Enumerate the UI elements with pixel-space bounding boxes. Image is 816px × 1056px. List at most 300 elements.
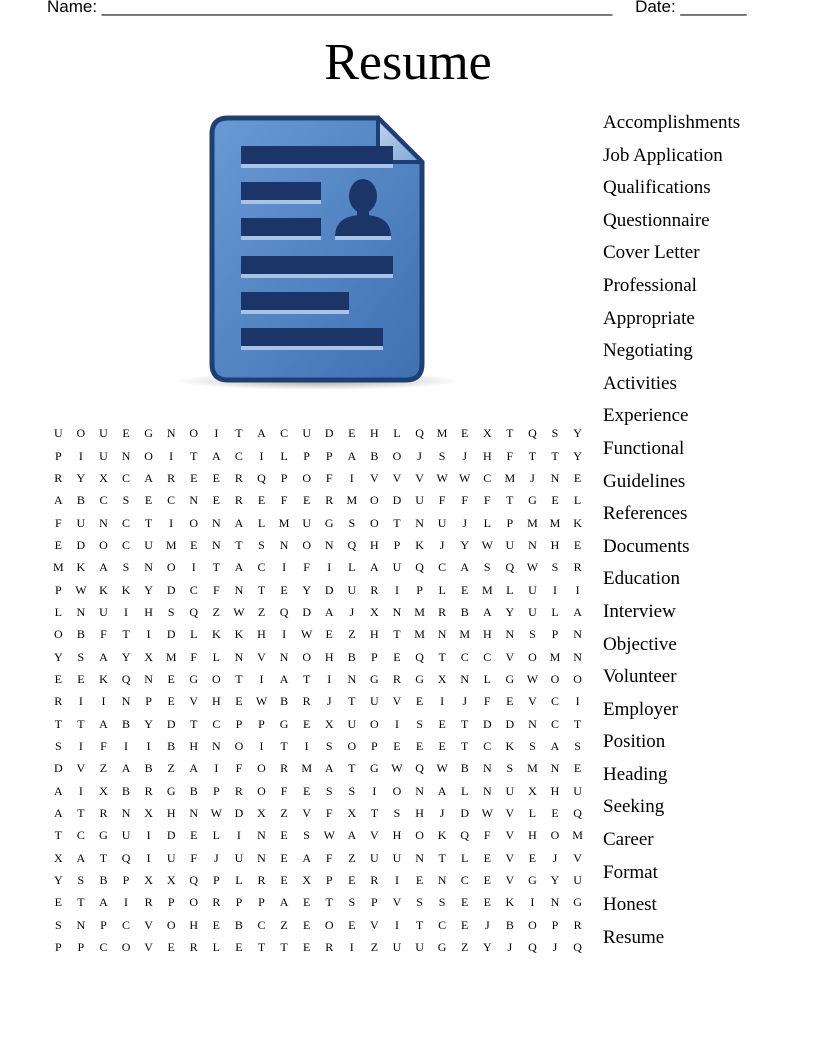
grid-letter[interactable]: R — [370, 873, 379, 888]
grid-letter[interactable]: C — [551, 716, 560, 731]
grid-letter[interactable]: S — [122, 560, 130, 575]
grid-letter[interactable]: M — [165, 649, 177, 664]
grid-letter[interactable]: E — [573, 470, 582, 485]
grid-letter[interactable]: C — [257, 917, 266, 932]
grid-letter[interactable]: I — [78, 738, 83, 753]
grid-letter[interactable]: H — [550, 537, 560, 552]
grid-letter[interactable]: B — [370, 448, 379, 463]
grid-letter[interactable]: V — [392, 470, 402, 485]
grid-letter[interactable]: I — [259, 448, 264, 463]
grid-letter[interactable]: I — [191, 560, 196, 575]
grid-letter[interactable]: A — [347, 828, 357, 843]
grid-letter[interactable]: C — [460, 873, 469, 888]
grid-letter[interactable]: G — [437, 940, 447, 955]
grid-letter[interactable]: J — [462, 694, 468, 709]
grid-letter[interactable]: O — [302, 470, 311, 485]
grid-letter[interactable]: N — [279, 537, 289, 552]
grid-letter[interactable]: A — [99, 716, 108, 731]
grid-letter[interactable]: X — [53, 850, 63, 865]
grid-letter[interactable]: A — [53, 783, 63, 798]
grid-letter[interactable]: P — [371, 649, 378, 664]
grid-letter[interactable]: I — [327, 560, 332, 575]
grid-letter[interactable]: D — [324, 582, 334, 597]
grid-letter[interactable]: S — [348, 895, 356, 910]
grid-letter[interactable]: F — [54, 515, 62, 530]
grid-letter[interactable]: R — [234, 493, 243, 508]
grid-letter[interactable]: T — [415, 917, 424, 932]
grid-letter[interactable]: R — [370, 582, 379, 597]
grid-letter[interactable]: C — [167, 493, 176, 508]
grid-letter[interactable]: I — [575, 582, 580, 597]
grid-letter[interactable]: A — [324, 604, 334, 619]
grid-letter[interactable]: R — [167, 470, 176, 485]
grid-letter[interactable]: U — [76, 515, 86, 530]
grid-letter[interactable]: L — [54, 604, 62, 619]
grid-letter[interactable]: T — [235, 426, 243, 441]
grid-letter[interactable]: I — [282, 560, 287, 575]
grid-letter[interactable]: X — [347, 806, 357, 821]
grid-letter[interactable]: C — [189, 582, 198, 597]
grid-letter[interactable]: Y — [53, 649, 63, 664]
grid-letter[interactable]: S — [438, 895, 446, 910]
grid-letter[interactable]: D — [324, 426, 334, 441]
grid-letter[interactable]: V — [392, 895, 402, 910]
grid-letter[interactable]: I — [169, 448, 174, 463]
grid-letter[interactable]: K — [212, 627, 221, 642]
grid-letter[interactable]: R — [438, 604, 447, 619]
grid-letter[interactable]: N — [573, 627, 582, 642]
grid-letter[interactable]: N — [505, 627, 515, 642]
grid-letter[interactable]: I — [78, 448, 83, 463]
grid-letter[interactable]: L — [212, 649, 220, 664]
grid-letter[interactable]: U — [392, 850, 402, 865]
grid-letter[interactable]: Z — [99, 761, 108, 776]
grid-letter[interactable]: F — [212, 582, 220, 597]
grid-letter[interactable]: U — [392, 940, 402, 955]
grid-letter[interactable]: T — [77, 716, 85, 731]
grid-letter[interactable]: U — [234, 850, 244, 865]
grid-letter[interactable]: Y — [482, 940, 492, 955]
grid-letter[interactable]: A — [347, 448, 357, 463]
grid-letter[interactable]: S — [551, 560, 559, 575]
grid-letter[interactable]: L — [483, 515, 491, 530]
grid-letter[interactable]: O — [302, 537, 311, 552]
grid-letter[interactable]: N — [528, 716, 537, 731]
grid-letter[interactable]: L — [438, 582, 446, 597]
grid-letter[interactable]: R — [234, 783, 243, 798]
grid-letter[interactable]: O — [392, 448, 402, 463]
grid-letter[interactable]: N — [99, 515, 108, 530]
grid-letter[interactable]: E — [302, 895, 311, 910]
grid-letter[interactable]: P — [325, 448, 333, 463]
grid-letter[interactable]: W — [526, 671, 539, 686]
grid-letter[interactable]: U — [302, 426, 311, 441]
grid-letter[interactable]: G — [99, 828, 108, 843]
grid-letter[interactable]: H — [370, 537, 379, 552]
grid-letter[interactable]: W — [75, 582, 87, 597]
grid-letter[interactable]: O — [234, 738, 244, 753]
grid-letter[interactable]: G — [324, 515, 334, 530]
grid-letter[interactable]: I — [553, 582, 557, 597]
grid-letter[interactable]: F — [235, 761, 243, 776]
grid-letter[interactable]: H — [370, 426, 379, 441]
grid-letter[interactable]: U — [99, 604, 108, 619]
grid-letter[interactable]: F — [190, 850, 198, 865]
grid-letter[interactable]: B — [76, 493, 85, 508]
grid-letter[interactable]: A — [482, 604, 492, 619]
grid-letter[interactable]: I — [304, 738, 309, 753]
grid-letter[interactable]: M — [459, 627, 471, 642]
grid-letter[interactable]: T — [77, 806, 85, 821]
grid-letter[interactable]: M — [414, 627, 425, 642]
grid-letter[interactable]: Y — [505, 604, 515, 619]
grid-letter[interactable]: F — [190, 649, 198, 664]
grid-letter[interactable]: T — [54, 716, 62, 731]
grid-letter[interactable]: E — [167, 694, 175, 709]
grid-letter[interactable]: F — [461, 493, 469, 508]
grid-letter[interactable]: C — [122, 515, 131, 530]
grid-letter[interactable]: R — [573, 917, 582, 932]
grid-letter[interactable]: N — [212, 738, 221, 753]
grid-letter[interactable]: R — [144, 783, 153, 798]
grid-letter[interactable]: E — [415, 738, 424, 753]
grid-letter[interactable]: U — [505, 537, 515, 552]
grid-letter[interactable]: I — [440, 694, 445, 709]
grid-letter[interactable]: L — [212, 828, 220, 843]
grid-letter[interactable]: W — [436, 470, 448, 485]
grid-letter[interactable]: W — [436, 761, 448, 776]
grid-letter[interactable]: I — [124, 738, 129, 753]
grid-letter[interactable]: E — [54, 537, 62, 552]
grid-letter[interactable]: L — [551, 604, 559, 619]
grid-letter[interactable]: U — [392, 560, 402, 575]
grid-letter[interactable]: Z — [257, 604, 266, 619]
grid-letter[interactable]: I — [575, 694, 580, 709]
grid-letter[interactable]: P — [371, 738, 378, 753]
grid-letter[interactable]: O — [53, 627, 63, 642]
grid-letter[interactable]: T — [325, 895, 333, 910]
grid-letter[interactable]: E — [302, 716, 311, 731]
grid-letter[interactable]: M — [346, 493, 358, 508]
grid-letter[interactable]: P — [212, 873, 220, 888]
grid-letter[interactable]: C — [99, 493, 108, 508]
grid-letter[interactable]: X — [144, 873, 153, 888]
grid-letter[interactable]: S — [325, 738, 333, 753]
grid-letter[interactable]: S — [122, 493, 130, 508]
grid-letter[interactable]: H — [415, 806, 424, 821]
grid-letter[interactable]: Y — [302, 582, 311, 597]
grid-letter[interactable]: B — [144, 761, 153, 776]
grid-letter[interactable]: Q — [189, 604, 199, 619]
grid-letter[interactable]: E — [325, 627, 333, 642]
grid-letter[interactable]: N — [76, 604, 86, 619]
grid-letter[interactable]: I — [101, 694, 106, 709]
grid-letter[interactable]: Q — [505, 560, 515, 575]
grid-letter[interactable]: I — [146, 828, 151, 843]
grid-letter[interactable]: A — [212, 448, 221, 463]
grid-letter[interactable]: Y — [573, 448, 582, 463]
grid-letter[interactable]: E — [551, 806, 559, 821]
grid-letter[interactable]: V — [257, 649, 266, 664]
grid-letter[interactable]: T — [122, 627, 130, 642]
grid-letter[interactable]: S — [574, 738, 581, 753]
grid-letter[interactable]: P — [122, 873, 130, 888]
grid-letter[interactable]: E — [212, 470, 220, 485]
grid-letter[interactable]: Q — [415, 426, 424, 441]
grid-letter[interactable]: S — [77, 649, 85, 664]
grid-letter[interactable]: V — [528, 694, 537, 709]
grid-letter[interactable]: S — [506, 761, 514, 776]
grid-letter[interactable]: G — [505, 671, 515, 686]
grid-letter[interactable]: J — [417, 448, 422, 463]
grid-letter[interactable]: D — [482, 716, 492, 731]
grid-letter[interactable]: L — [280, 448, 288, 463]
grid-letter[interactable]: S — [393, 806, 401, 821]
grid-letter[interactable]: A — [279, 671, 289, 686]
grid-letter[interactable]: P — [393, 537, 401, 552]
grid-letter[interactable]: E — [506, 694, 514, 709]
grid-letter[interactable]: G — [528, 493, 537, 508]
grid-letter[interactable]: O — [257, 783, 266, 798]
grid-letter[interactable]: N — [212, 515, 221, 530]
grid-letter[interactable]: C — [257, 560, 266, 575]
grid-letter[interactable]: S — [529, 627, 536, 642]
grid-letter[interactable]: O — [528, 649, 537, 664]
grid-letter[interactable]: X — [99, 470, 108, 485]
grid-letter[interactable]: O — [550, 671, 560, 686]
grid-letter[interactable]: B — [460, 761, 469, 776]
grid-letter[interactable]: J — [326, 694, 332, 709]
grid-letter[interactable]: R — [392, 671, 401, 686]
grid-letter[interactable]: A — [460, 560, 470, 575]
grid-letter[interactable]: N — [573, 649, 582, 664]
grid-letter[interactable]: U — [415, 940, 424, 955]
grid-letter[interactable]: T — [393, 515, 401, 530]
grid-letter[interactable]: E — [302, 917, 311, 932]
grid-letter[interactable]: T — [348, 761, 356, 776]
grid-letter[interactable]: P — [235, 716, 243, 731]
grid-letter[interactable]: T — [302, 671, 311, 686]
grid-letter[interactable]: R — [144, 895, 153, 910]
grid-letter[interactable]: T — [257, 940, 266, 955]
grid-letter[interactable]: V — [144, 917, 153, 932]
grid-letter[interactable]: W — [526, 560, 539, 575]
grid-letter[interactable]: E — [483, 873, 491, 888]
grid-letter[interactable]: Q — [573, 806, 582, 821]
grid-letter[interactable]: T — [438, 649, 446, 664]
grid-letter[interactable]: R — [234, 470, 243, 485]
grid-letter[interactable]: M — [301, 761, 312, 776]
grid-letter[interactable]: B — [99, 873, 108, 888]
grid-letter[interactable]: V — [415, 470, 424, 485]
grid-letter[interactable]: V — [370, 470, 379, 485]
grid-letter[interactable]: P — [280, 470, 288, 485]
grid-letter[interactable]: N — [550, 895, 560, 910]
grid-letter[interactable]: C — [438, 560, 447, 575]
grid-letter[interactable]: I — [124, 895, 129, 910]
grid-letter[interactable]: X — [370, 604, 379, 619]
grid-letter[interactable]: Y — [460, 537, 470, 552]
grid-letter[interactable]: Q — [415, 761, 424, 776]
grid-letter[interactable]: N — [189, 806, 199, 821]
grid-letter[interactable]: E — [190, 470, 198, 485]
grid-letter[interactable]: H — [550, 783, 560, 798]
grid-letter[interactable]: T — [551, 448, 559, 463]
grid-letter[interactable]: B — [76, 627, 85, 642]
grid-letter[interactable]: S — [551, 426, 559, 441]
grid-letter[interactable]: D — [505, 716, 515, 731]
grid-letter[interactable]: W — [391, 761, 403, 776]
grid-letter[interactable]: E — [461, 582, 469, 597]
grid-letter[interactable]: N — [121, 806, 131, 821]
grid-letter[interactable]: Y — [76, 470, 86, 485]
grid-letter[interactable]: O — [212, 671, 221, 686]
grid-letter[interactable]: K — [437, 828, 447, 843]
grid-letter[interactable]: X — [528, 783, 537, 798]
grid-letter[interactable]: P — [416, 582, 423, 597]
grid-letter[interactable]: Z — [370, 940, 379, 955]
grid-letter[interactable]: E — [77, 671, 85, 686]
grid-letter[interactable]: Z — [280, 806, 288, 821]
grid-letter[interactable]: Q — [528, 940, 537, 955]
grid-letter[interactable]: E — [144, 493, 153, 508]
grid-letter[interactable]: V — [144, 940, 153, 955]
grid-letter[interactable]: S — [416, 895, 423, 910]
name-field-label[interactable]: Name: ______________________________________________________ — [47, 0, 613, 16]
grid-letter[interactable]: A — [144, 470, 153, 485]
grid-letter[interactable]: O — [324, 917, 334, 932]
grid-letter[interactable]: F — [325, 470, 333, 485]
date-field-label[interactable]: Date: _______ — [635, 0, 747, 16]
grid-letter[interactable]: S — [348, 515, 356, 530]
grid-letter[interactable]: I — [394, 873, 399, 888]
grid-letter[interactable]: P — [77, 940, 85, 955]
grid-letter[interactable]: O — [347, 738, 357, 753]
grid-letter[interactable]: L — [483, 671, 491, 686]
grid-letter[interactable]: C — [280, 426, 289, 441]
grid-letter[interactable]: D — [76, 537, 86, 552]
grid-letter[interactable]: C — [122, 470, 131, 485]
grid-letter[interactable]: Q — [415, 649, 424, 664]
grid-letter[interactable]: E — [348, 917, 356, 932]
grid-letter[interactable]: N — [76, 917, 86, 932]
grid-letter[interactable]: U — [166, 850, 176, 865]
grid-letter[interactable]: Y — [573, 426, 582, 441]
grid-letter[interactable]: N — [415, 850, 424, 865]
grid-letter[interactable]: E — [167, 940, 175, 955]
grid-letter[interactable]: N — [121, 448, 131, 463]
grid-letter[interactable]: I — [259, 738, 264, 753]
grid-letter[interactable]: W — [459, 470, 471, 485]
grid-letter[interactable]: J — [439, 806, 445, 821]
grid-letter[interactable]: Y — [144, 716, 153, 731]
grid-letter[interactable]: B — [122, 783, 131, 798]
grid-letter[interactable]: M — [52, 560, 64, 575]
grid-letter[interactable]: U — [573, 783, 582, 798]
grid-letter[interactable]: Q — [257, 470, 266, 485]
grid-letter[interactable]: K — [121, 582, 131, 597]
grid-letter[interactable]: E — [438, 738, 446, 753]
grid-letter[interactable]: N — [392, 604, 402, 619]
grid-letter[interactable]: I — [349, 940, 354, 955]
grid-letter[interactable]: M — [414, 604, 425, 619]
grid-letter[interactable]: R — [573, 560, 582, 575]
grid-letter[interactable]: G — [279, 716, 289, 731]
grid-letter[interactable]: A — [53, 806, 63, 821]
grid-letter[interactable]: H — [482, 627, 492, 642]
grid-letter[interactable]: W — [323, 828, 335, 843]
grid-letter[interactable]: H — [189, 917, 199, 932]
grid-letter[interactable]: P — [235, 895, 243, 910]
grid-letter[interactable]: H — [392, 828, 402, 843]
grid-letter[interactable]: E — [461, 917, 469, 932]
grid-letter[interactable]: O — [370, 493, 379, 508]
grid-letter[interactable]: N — [324, 537, 334, 552]
grid-letter[interactable]: U — [99, 448, 108, 463]
grid-letter[interactable]: N — [482, 761, 492, 776]
grid-letter[interactable]: A — [370, 560, 379, 575]
grid-letter[interactable]: E — [212, 917, 220, 932]
grid-letter[interactable]: J — [439, 537, 445, 552]
grid-letter[interactable]: N — [550, 761, 560, 776]
grid-letter[interactable]: U — [573, 873, 582, 888]
grid-letter[interactable]: F — [100, 627, 107, 642]
grid-letter[interactable]: R — [325, 940, 334, 955]
grid-letter[interactable]: E — [348, 873, 356, 888]
grid-letter[interactable]: J — [507, 940, 513, 955]
grid-letter[interactable]: L — [257, 515, 266, 530]
grid-letter[interactable]: E — [167, 671, 175, 686]
grid-letter[interactable]: M — [572, 828, 583, 843]
grid-letter[interactable]: Q — [528, 426, 537, 441]
grid-letter[interactable]: J — [552, 850, 558, 865]
grid-letter[interactable]: V — [505, 828, 515, 843]
grid-letter[interactable]: L — [461, 783, 469, 798]
grid-letter[interactable]: T — [212, 560, 220, 575]
grid-letter[interactable]: S — [54, 917, 62, 932]
grid-letter[interactable]: T — [235, 671, 243, 686]
grid-letter[interactable]: Q — [573, 940, 582, 955]
grid-letter[interactable]: B — [189, 783, 198, 798]
grid-letter[interactable]: M — [278, 515, 290, 530]
grid-letter[interactable]: T — [280, 940, 288, 955]
grid-letter[interactable]: Z — [280, 917, 288, 932]
grid-letter[interactable]: A — [279, 895, 289, 910]
grid-letter[interactable]: E — [235, 940, 243, 955]
grid-letter[interactable]: N — [257, 850, 266, 865]
grid-letter[interactable]: A — [99, 895, 108, 910]
grid-letter[interactable]: C — [483, 470, 492, 485]
grid-letter[interactable]: E — [483, 895, 491, 910]
grid-letter[interactable]: J — [462, 515, 468, 530]
grid-letter[interactable]: N — [528, 537, 537, 552]
grid-letter[interactable]: V — [505, 649, 515, 664]
grid-letter[interactable]: E — [573, 761, 582, 776]
grid-letter[interactable]: U — [505, 783, 515, 798]
grid-letter[interactable]: E — [415, 873, 424, 888]
grid-letter[interactable]: L — [461, 850, 469, 865]
grid-letter[interactable]: N — [144, 671, 153, 686]
grid-letter[interactable]: I — [394, 917, 399, 932]
grid-letter[interactable]: T — [54, 828, 62, 843]
grid-letter[interactable]: O — [302, 649, 311, 664]
grid-letter[interactable]: E — [573, 537, 582, 552]
grid-letter[interactable]: A — [189, 761, 199, 776]
grid-letter[interactable]: X — [99, 783, 108, 798]
grid-letter[interactable]: G — [415, 671, 424, 686]
grid-letter[interactable]: Q — [189, 873, 199, 888]
grid-letter[interactable]: J — [530, 470, 535, 485]
